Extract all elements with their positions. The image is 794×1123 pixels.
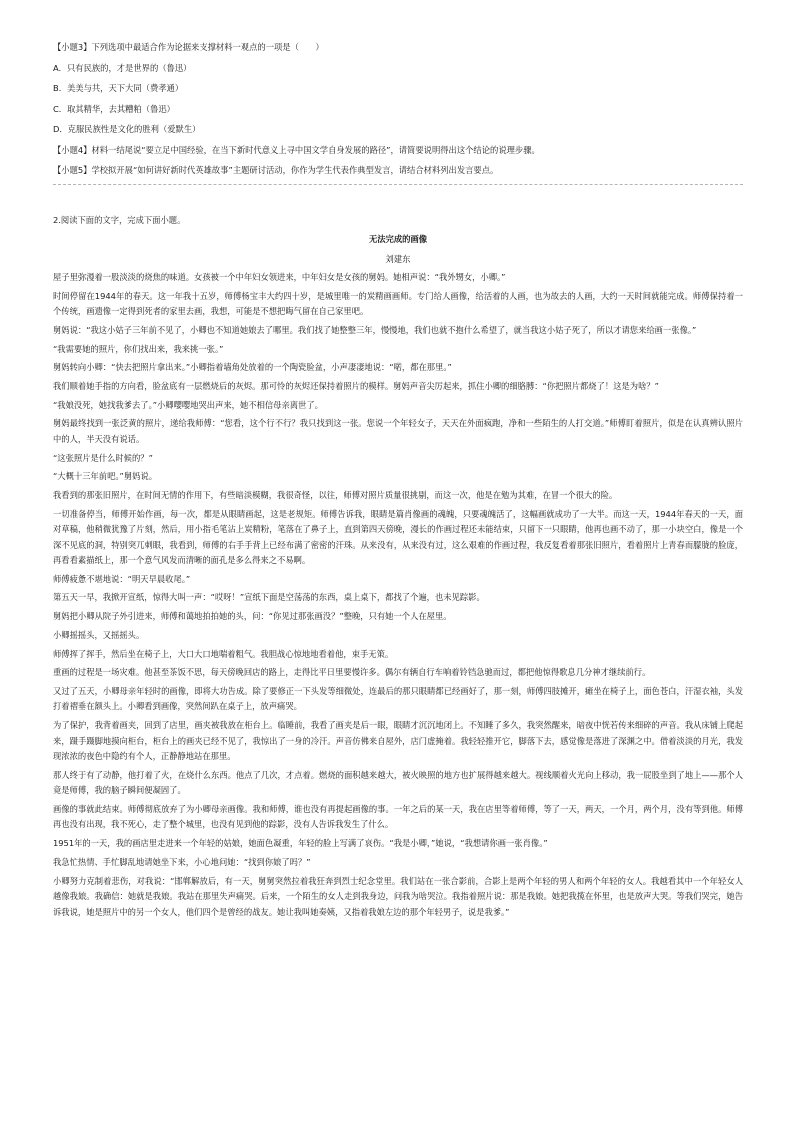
paragraph: 画像的事就此结束。师傅彻底放弃了为小卿母亲画像。我和师傅，谁也没有再提起画像的事。一年之后的某一天，我在店里等着师傅，等了一天，两天，一个月，两个月，没有等到他。师傅再也没有出现，我不死心，走了整个城里，也没有见到他的踪影，没有人告诉我发生了什么。	[53, 803, 743, 830]
paragraph: “这张照片是什么时候的？”	[53, 452, 153, 463]
paragraph: 1951年的一天，我的画店里走进来一个年轻的姑娘，她面色凝重，年轻的脸上写满了哀伤。“我是小卿，”她说，“我想请你画一张肖像。”	[53, 838, 548, 849]
paragraph: 第五天一早，我掀开宣纸，惊得大叫一声：“哎呀！”宣纸下面是空荡荡的东西，桌上桌下，都找了个遍，也未见踪影。	[53, 592, 485, 603]
paragraph: 一切准备停当，师傅开始作画，每一次，都是从眼睛画起，这是老规矩。师傅告诉我，眼睛是篇肖像画的魂魄，只要魂魄活了，这幅画就成功了一大半。而这一天，1944年春天的一天，面对草稿，他稍微犹豫了片刻，然后，用小指毛笔沾上炭精粉，笔落在了鼻子上，直到第四天傍晚，漫长的作画过程还未能结束，只留下一只眼睛，他再也画不动了，那一小块空白，像是一个深不见底的洞，特别突兀刺眼，我看到，师傅的右手手背上已经布满了密密的汗珠。从来没有，从来没有过，这么艰难的作画过程，我反复看着那张旧照片，看着照片上青春而朦胧的脸庞，再看看素描纸上，那一个意气风发而清晰的面孔是多么得来之不易啊。	[53, 508, 743, 566]
question-block	[53, 40, 743, 177]
section-divider	[53, 184, 743, 185]
story-title: 无法完成的画像	[368, 234, 428, 244]
option-a: A．只有民族的，才是世界的（鲁迅）	[53, 62, 192, 73]
paragraph: 时间停留在1944年的春天。这一年我十五岁，师傅杨宝丰大约四十岁，是城里唯一的炭精画画师。专门给人画像，给活着的人画，也为故去的人画，大约一天时间就能完成。师傅保持着一个传统，画遗像一定得到死者的家里去画，我想，可能是不想把晦气留在自己家里吧。	[53, 290, 743, 317]
question-3-stem: 【小题3】下列选项中最适合作为论据来支撑材料一观点的一项是（ ）	[53, 42, 324, 52]
paragraph: 重画的过程是一场灾难。他甚至茶饭不思，每天傍晚回店的路上，走得比平日里要慢许多。偶尔有辆自行车响着铃铛急驰而过，都把他惊得歌息几分神才继续前行。	[53, 667, 651, 678]
paragraph: 我急忙热情、手忙脚乱地请她坐下来，小心地问她：“找到你娘了吗？”	[53, 856, 311, 867]
paragraph: 屋子里弥漫着一股淡淡的烧焦的味道。女孩被一个中年妇女领进来，中年妇女是女孩的舅妈。她相声说：“我外甥女，小卿。”	[53, 272, 506, 282]
paragraph: 舅妈说：“我这小姑子三年前不见了，小卿也不知道她娘去了哪里。我们找了她整整三年，慢慢地，我们也就不抱什么希望了，就当我这小姑子死了，所以才请您来给画一张像。”	[53, 324, 697, 335]
story-author: 刘建东	[385, 254, 411, 264]
section-heading: 2.阅读下面的文字，完成下面小题。	[53, 215, 186, 225]
question-5: 【小题5】学校拟开展“如何讲好新时代英雄故事”主题研讨活动，你作为学生代表作典型发言，请结合材料列出发言要点。	[53, 165, 499, 175]
paragraph: 我们顺着她手指的方向看，脸盆底有一层燃烧后的灰烬。那可怜的灰烬还保持着照片的模样。舅妈声音尖厉起来，抓住小卿的细胳膊：“你把照片都烧了！这是为啥？”	[53, 380, 659, 391]
option-d: D．克服民族性是文化的胜利（爱默生）	[53, 124, 201, 134]
paragraph: 师傅挥了挥手，然后坐在椅子上，大口大口地喘着粗气。我胆战心惊地地看着他，束手无策。	[53, 648, 394, 659]
paragraph: 舅妈最终找到一张泛黄的照片，递给我师傅：“您看，这个行不行？我只找到这一张。您说一个年轻女子，天天在外面疯跑，净和一些陌生的人打交道。”师傅盯着照片，似是在认真辨认照片中的人，半天没有说话。	[53, 418, 743, 444]
question-4: 【小题4】材料一结尾说“要立足中国经验，在当下新时代意义上寻中国文学自身发展的路径”，请简要说明得出这个结论的说理步骤。	[53, 144, 540, 155]
paragraph: 又过了五天，小卿母亲年轻时的画像，即将大功告成。除了要修正一下头发等细微处，连最后的那只眼睛都已经画好了，那一刻，师傅四肢摊开，瘫坐在椅子上，面色苍白，汗湿衣袖，头发打着褶垂在额头上。小卿看到画像，突然间趴在桌子上，放声痛哭。	[53, 685, 743, 712]
paragraph: 那人终于有了动静，他打着了火，在烧什么东西。他点了几次，才点着。燃烧的面积越来越大，被火映照的地方也扩展得越来越大。视线顺着火光向上移动，我一屁股坐到了地上——那个人竟是师傅，我的脑子瞬间便凝固了。	[53, 769, 743, 796]
paragraph: “大概十三年前吧。”舅妈说。	[53, 471, 158, 482]
paragraph: 舅妈把小卿从院子外引进来，师傅和蔼地拍拍她的头，问：“你见过那张画没？”整晚，只有她一个人在屋里。	[53, 611, 452, 622]
paragraph: 师傅疲惫不堪地说：“明天早晨收尾。”	[53, 573, 191, 584]
story-body	[53, 270, 743, 920]
option-b: B．美美与共，天下大同（费孝通）	[53, 83, 184, 93]
paragraph: “我需要她的照片，你们找出来，我来挑一张。”	[53, 343, 224, 354]
paragraph: 小卿努力克制着悲伤，对我说：“邯郸解放后，有一天，舅舅突然拉着我狂奔到烈士纪念堂里。我们站在一张合影前，合影上是两个年轻的男人和两个年轻的女人。我越看其中一个年轻女人越像我娘。我确信：她就是我娘。我站在那里失声痛哭。后来，一个陌生的女人走到我身边，问我为啥哭泣。我指着照片说：那是我娘。她把我揽在怀里，也是放声大哭。等我们哭完，她告诉我说，她是照片中的另一个女人，他们四个是曾经的战友。她让我叫她奏姨，又指着我娘左边的那个年轻男子，说是我爹。”	[53, 875, 743, 917]
document-page	[53, 40, 743, 923]
paragraph: “我娘没死，她找我爹去了。”小卿嘤嘤地哭出声来，她不相信母亲离世了。	[53, 399, 323, 410]
paragraph: 小卿摇摇头，又摇摇头。	[53, 629, 145, 640]
option-c: C．取其精华，去其糟粕（鲁迅）	[53, 103, 175, 114]
paragraph: 为了保护，我背着画夹，回到了店里，画夹被我放在柜台上。临睡前，我看了画夹是后一眼，眼睛才沉沉地闭上。不知睡了多久，我突然醒来，暗夜中恍若传来细碎的声音。我从床铺上爬起来，蹑手蹑脚地摸向柜台，柜台上的画夹已经不见了，我惊出了一身的冷汗。声音仿佛来自屋外，店门虚掩着。我轻轻推开它，脚落下去，感觉像是落进了深渊之中。借着淡淡的月光，我发现浓浓的夜色中隐约有个人，正静静地站在那里。	[53, 720, 743, 762]
paragraph: 我看到的那张旧照片，在时间无情的作用下，有些暗淡模糊，我很奇怪，以往，师傅对照片质量很挑剔，而这一次，他是在勉为其难，在冒一个很大的险。	[53, 489, 618, 500]
paragraph: 舅妈转向小卿：“快去把照片拿出来。”小卿指着墙角处放着的一个陶瓷脸盆，小声凄凄地说：“喏，都在那里。”	[53, 362, 452, 373]
